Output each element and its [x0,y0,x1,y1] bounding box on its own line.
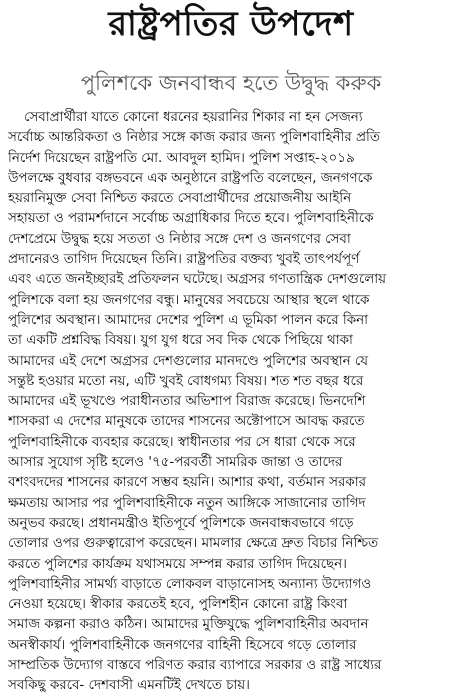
article-body-line: নির্দেশ দিয়েছেন রাষ্ট্রপতি মো. আবদুল হামিদ। পুলিশ সপ্তাহ-২০১৯ [8,150,355,166]
article-body-line: প্রদানেরও তাগিদ দিয়েছেন তিনি। রাষ্ট্রপতির বক্তব্য খুবই তাৎপর্যপূর্ণ [8,252,360,268]
article-body-line: পুলিশবাহিনীর সামর্থ্য বাড়াতে লোকবল বাড়ানোসহ অন্যান্য উদ্যোগও [8,576,372,592]
article-body-line: তা একটি প্রশ্নবিদ্ধ বিষয়। যুগ যুগ ধরে সব দিক থেকে পিছিয়ে থাকা [8,333,353,349]
article-body-line: সেবাপ্রার্থীরা যাতে কোনো ধরনের হয়রানির শিকার না হন সেজন্য [24,110,363,125]
article-headline: রাষ্ট্রপতির উপদেশ [108,4,354,44]
article-body-line: এবং এতে জনইচ্ছারই প্রতিফলন ঘটেছে। অগ্রসর গণতান্ত্রিক দেশগুলোয় [8,272,387,288]
article-body-line: আমাদের এই দেশে অগ্রসর দেশগুলোর মানদণ্ডে পুলিশের অবস্থান যে [8,353,368,369]
article-body-line: পুলিশের অবস্থান। আমাদের দেশের পুলিশ এ ভূমিকা পালন করে কিনা [8,312,368,328]
article-body-line: বশংবদদের শাসনের কারণে সম্ভব হয়নি। আশার কথা, বর্তমান সরকার [8,475,366,491]
article-body-line: সাম্প্রতিক উদ্যোগ বাস্তবে পরিণত করার ব্যাপারে সরকার ও রাষ্ট্র সাধ্যের [8,658,382,674]
article-body-line: অনুভব করছে। প্রধানমন্ত্রীও ইতিপূর্বে পুলিশকে জনবান্ধবভাবে গড়ে [8,515,354,531]
article-body-line: সবকিছু করবে- দেশবাসী এমনটিই দেখতে চায়। [8,678,250,694]
article-body-line: অনস্বীকার্য। পুলিশবাহিনীকে জনগণের বাহিনী হিসেবে গড়ে তোলার [8,637,357,653]
article-body-line: সন্তুষ্ট হওয়ার মতো নয়, এটি খুবই বোধগম্য বিষয়। শত শত বছর ধরে [8,373,364,389]
article-subheadline: পুলিশকে জনবান্ধব হতে উদ্বুদ্ধ করুক [80,71,382,95]
article-body-line: সর্বোচ্চ আন্তরিকতা ও নিষ্ঠার সঙ্গে কাজ করার জন্য পুলিশবাহিনীর প্রতি [8,130,380,146]
article-body-line: আমাদের এই ভূখণ্ডে পরাধীনতার অভিশাপ বিরাজ করেছে। ভিনদেশি [8,394,366,410]
article-body-line: নেওয়া হয়েছে। স্বীকার করতেই হবে, পুলিশহীন কোনো রাষ্ট্র কিংবা [8,597,348,613]
article-body-line: আসার সুযোগ সৃষ্টি হলেও '৭৫-পরবর্তী সামরিক জান্তা ও তাদের [8,455,343,471]
article-body-line: সমাজ কল্পনা করাও কঠিন। আমাদের মুক্তিযুদ্ধে পুলিশবাহিনীর অবদান [8,617,369,633]
article-body-line: উপলক্ষে বুধবার বঙ্গভবনে এক অনুষ্ঠানে রাষ্ট্রপতি বলেছেন, জনগণকে [8,170,373,186]
article-body-line: শাসকরা এ দেশের মানুষকে তাদের শাসনের অক্টোপাসে আবদ্ধ করতে [8,414,365,430]
article-body-line: দেশপ্রেমে উদ্বুদ্ধ হয়ে সততা ও নিষ্ঠার সঙ্গে দেশ ও জনগণের সেবা [8,231,351,247]
article-body-line: পুলিশকে বলা হয় জনগণের বন্ধু। মানুষের সবচেয়ে আস্থার স্থলে থাকে [8,292,370,308]
article-body-line: সহায়তা ও পরামর্শদানে সর্বোচ্চ অগ্রাধিকার দিতে হবে। পুলিশবাহিনীকে [8,211,374,227]
article-body-line: করতে পুলিশের কার্যক্রম যথাসময়ে সম্পন্ন করার তাগিদ দিয়েছেন। [8,556,347,572]
article-body-line: ক্ষমতায় আসার পর পুলিশবাহিনীকে নতুন আঙ্গিকে সাজানোর তাগিদ [8,495,366,511]
article-body-line: পুলিশবাহিনীকে ব্যবহার করেছে। স্বাধীনতার পর সে ধারা থেকে সরে [8,434,356,450]
article-body [8,108,454,697]
article-body-line: তোলার ওপর গুরুত্বারোপ করেছেন। মামলার ক্ষেত্রে দ্রুত বিচার নিশ্চিত [8,536,379,552]
article-body-line: হয়রানিমুক্ত সেবা নিশ্চিত করতে সেবাপ্রার্থীদের প্রয়োজনীয় আইনি [8,191,352,207]
